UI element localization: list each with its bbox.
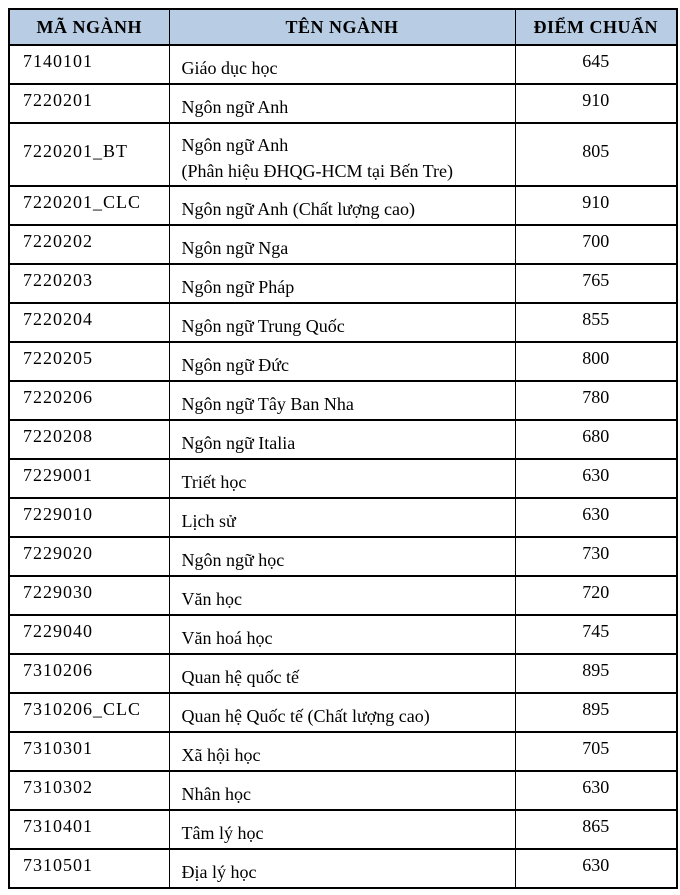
table-row	[9, 342, 677, 381]
table-row	[9, 381, 677, 420]
major-name-line1: Văn hoá học	[181, 628, 273, 649]
benchmark-score-cell: 630	[515, 459, 677, 498]
major-name-line1: Ngôn ngữ Pháp	[181, 277, 295, 298]
major-code-cell: 7229020	[9, 537, 169, 576]
benchmark-score-cell: 780	[515, 381, 677, 420]
major-name-cell	[169, 342, 515, 381]
major-name-line1: Ngôn ngữ Nga	[181, 238, 289, 259]
major-name-line1: Ngôn ngữ Anh (Chất lượng cao)	[181, 199, 415, 220]
benchmark-score-cell: 720	[515, 576, 677, 615]
table-row	[9, 537, 677, 576]
major-code-cell: 7229040	[9, 615, 169, 654]
table-row	[9, 576, 677, 615]
major-name-line1: Giáo dục học	[181, 57, 278, 78]
major-code-cell: 7310401	[9, 810, 169, 849]
benchmark-score-cell: 805	[515, 123, 677, 186]
major-name-cell	[169, 84, 515, 123]
major-code-cell: 7310206_CLC	[9, 693, 169, 732]
column-header-major-code: MÃ NGÀNH	[9, 9, 169, 45]
major-name-line1: Ngôn ngữ Trung Quốc	[181, 316, 345, 337]
major-name-line1: Địa lý học	[181, 862, 257, 883]
major-name-line1: Nhân học	[181, 784, 251, 805]
major-code-cell: 7310501	[9, 849, 169, 888]
table-row	[9, 498, 677, 537]
major-code-cell: 7220208	[9, 420, 169, 459]
benchmark-score-cell: 680	[515, 420, 677, 459]
major-name-cell	[169, 537, 515, 576]
major-code-cell: 7229010	[9, 498, 169, 537]
major-name-line1: Ngôn ngữ Anh	[181, 135, 289, 155]
benchmark-score-cell: 630	[515, 849, 677, 888]
table-row	[9, 615, 677, 654]
major-code-cell: 7310301	[9, 732, 169, 771]
major-code-cell: 7220201_BT	[9, 123, 169, 186]
major-code-cell: 7229030	[9, 576, 169, 615]
table-row	[9, 123, 677, 186]
table-body	[9, 45, 677, 888]
major-code-cell: 7220206	[9, 381, 169, 420]
table-row	[9, 810, 677, 849]
major-code-cell: 7220204	[9, 303, 169, 342]
benchmark-score-cell: 730	[515, 537, 677, 576]
major-name-line1: Triết học	[181, 472, 247, 493]
major-name-cell	[169, 771, 515, 810]
table-row	[9, 420, 677, 459]
benchmark-score-cell: 895	[515, 654, 677, 693]
major-name-cell	[169, 654, 515, 693]
major-name-cell	[169, 810, 515, 849]
major-name-cell	[169, 264, 515, 303]
major-name-cell	[169, 186, 515, 225]
column-header-benchmark-score: ĐIỂM CHUẨN	[515, 9, 677, 45]
table-row	[9, 693, 677, 732]
major-code-cell: 7220205	[9, 342, 169, 381]
table-row	[9, 771, 677, 810]
table-row	[9, 459, 677, 498]
major-name-line1: Quan hệ quốc tế	[181, 667, 299, 688]
major-name-cell	[169, 693, 515, 732]
major-name-line1: Lịch sử	[181, 511, 236, 532]
major-code-cell: 7220201_CLC	[9, 186, 169, 225]
major-code-cell: 7310302	[9, 771, 169, 810]
admission-scores-table	[8, 8, 678, 889]
benchmark-score-cell: 765	[515, 264, 677, 303]
major-name-line1: Ngôn ngữ Italia	[181, 433, 296, 454]
benchmark-score-cell: 855	[515, 303, 677, 342]
major-name-cell	[169, 576, 515, 615]
table-row	[9, 45, 677, 84]
benchmark-score-cell: 865	[515, 810, 677, 849]
major-name-cell	[169, 849, 515, 888]
table-row	[9, 303, 677, 342]
major-code-cell: 7220201	[9, 84, 169, 123]
major-name-cell	[169, 123, 515, 186]
benchmark-score-cell: 745	[515, 615, 677, 654]
major-name-line1: Ngôn ngữ học	[181, 550, 285, 571]
benchmark-score-cell: 700	[515, 225, 677, 264]
major-code-cell: 7310206	[9, 654, 169, 693]
major-name-line1: Văn học	[181, 589, 242, 610]
table-row	[9, 849, 677, 888]
major-name-cell	[169, 459, 515, 498]
major-code-cell: 7220203	[9, 264, 169, 303]
table-header-row	[9, 9, 677, 45]
table-row	[9, 84, 677, 123]
major-name-cell	[169, 498, 515, 537]
major-name-cell	[169, 303, 515, 342]
major-code-cell: 7140101	[9, 45, 169, 84]
table-row	[9, 732, 677, 771]
benchmark-score-cell: 895	[515, 693, 677, 732]
major-name-cell	[169, 732, 515, 771]
major-name-cell	[169, 420, 515, 459]
benchmark-score-cell: 645	[515, 45, 677, 84]
major-name-line1: Ngôn ngữ Anh	[181, 96, 289, 117]
major-name-cell	[169, 225, 515, 264]
benchmark-score-cell: 630	[515, 498, 677, 537]
benchmark-score-cell: 705	[515, 732, 677, 771]
benchmark-score-cell: 800	[515, 342, 677, 381]
major-name-line1: Quan hệ Quốc tế (Chất lượng cao)	[181, 706, 430, 727]
major-name-line1: Xã hội học	[181, 745, 261, 766]
major-code-cell: 7229001	[9, 459, 169, 498]
major-name-line2: (Phân hiệu ĐHQG-HCM tại Bến Tre)	[181, 161, 453, 182]
table-row	[9, 225, 677, 264]
benchmark-score-cell: 910	[515, 84, 677, 123]
major-name-line1: Tâm lý học	[181, 823, 264, 844]
table-row	[9, 264, 677, 303]
major-name-cell	[169, 381, 515, 420]
major-name-cell	[169, 45, 515, 84]
table-row	[9, 186, 677, 225]
major-name-line1: Ngôn ngữ Tây Ban Nha	[181, 394, 354, 415]
major-code-cell: 7220202	[9, 225, 169, 264]
table-header	[9, 9, 677, 45]
major-name-line1: Ngôn ngữ Đức	[181, 355, 289, 376]
table-row	[9, 654, 677, 693]
benchmark-score-cell: 910	[515, 186, 677, 225]
benchmark-score-cell: 630	[515, 771, 677, 810]
column-header-major-name: TÊN NGÀNH	[169, 9, 515, 45]
major-name-cell	[169, 615, 515, 654]
